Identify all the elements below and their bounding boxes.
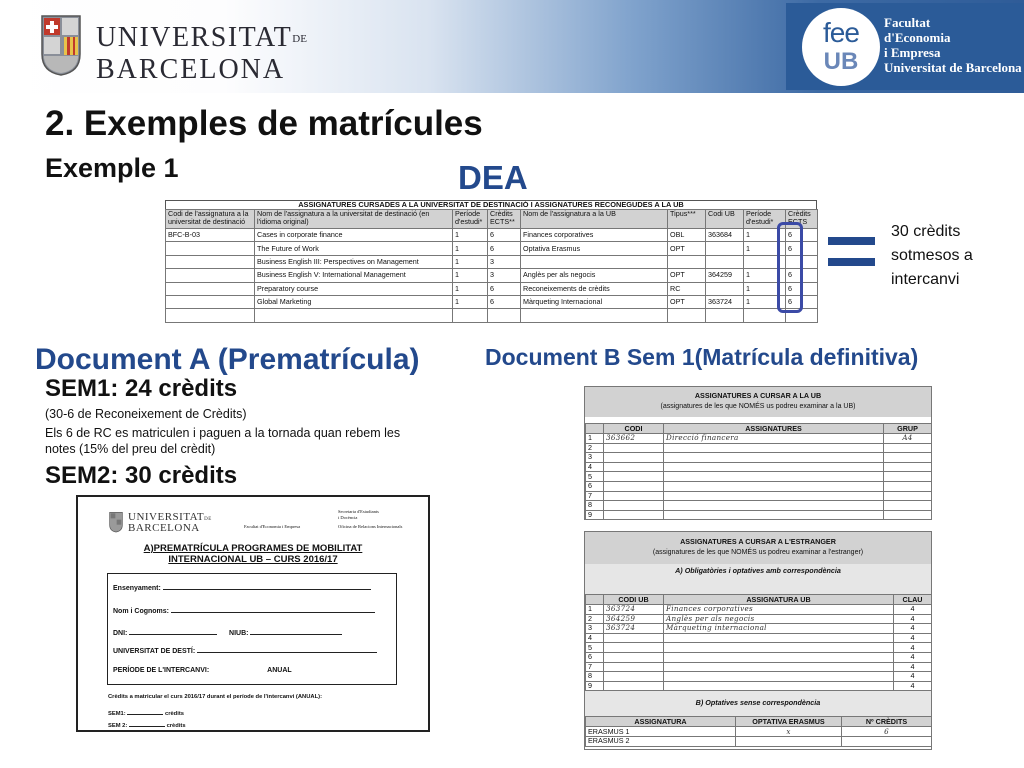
table-header-cell: Crèdits ECTS [786,210,818,229]
table-cell: 2 [586,614,604,624]
form-secretaria: Secretaria d'Estudiants i Docència [338,509,379,520]
table-cell [842,736,932,746]
ub-logo-line2: BARCELONA [96,54,286,85]
fee-ub-logo [786,3,1024,90]
form-credits-line: Crèdits a matricular el curs 2016/17 durant el període de l'intercanvi (ANUAL): [108,694,322,700]
table-cell: 4 [894,614,932,624]
table-cell [521,255,668,268]
table-cell: Global Marketing [255,295,453,308]
field-ensenyament[interactable]: Ensenyament: [113,584,371,592]
table-cell [604,662,664,672]
table-cell: RC [668,282,706,295]
table-cell: Màrqueting Internacional [521,295,668,308]
table-cell [664,453,884,463]
table-cell: 6 [586,652,604,662]
doc-a-heading: Document A (Prematrícula) [35,343,420,376]
table-cell [884,510,932,520]
table-cell: 6 [488,295,521,308]
table-cell [668,309,706,322]
table-cell: 4 [894,662,932,672]
table-cell: 364259 [706,269,744,282]
table-cell: 363724 [706,295,744,308]
table-header-cell: Tipus*** [668,210,706,229]
table-cell: Finances corporatives [664,605,894,615]
table-cell [706,309,744,322]
table-cell: 1 [453,255,488,268]
fee-logo-text: Facultat d'Economia i Empresa Universitat de Barcelona [884,15,1022,75]
table-cell [664,501,884,511]
table-cell [736,736,842,746]
table-cell: 4 [894,672,932,682]
table-cell: Màrqueting internacional [664,624,894,634]
field-desti[interactable]: UNIVERSITAT DE DESTÍ: [113,647,377,655]
table-cell: 8 [586,501,604,511]
table-cell: 1 [586,434,604,444]
table-cell: 9 [586,510,604,520]
ub-logo [40,14,307,85]
table-row [166,255,818,268]
table-cell: 4 [894,633,932,643]
table-cell: 6 [786,229,818,242]
table-row [586,472,932,482]
table-cell: The Future of Work [255,242,453,255]
table-header-cell [586,595,604,605]
table-cell [884,443,932,453]
table-cell [166,282,255,295]
dea-grid [165,209,818,323]
table-cell [664,672,894,682]
dea-table [165,200,817,318]
table-header-cell: Nom de l'assignatura a la universitat de destinació (en l'idioma original) [255,210,453,229]
table-row [586,643,932,653]
table-cell: Direcció financera [664,434,884,444]
table-cell [706,255,744,268]
table-cell [664,510,884,520]
table-cell: 363684 [706,229,744,242]
table-cell [488,309,521,322]
table-cell: 1 [744,282,786,295]
table-row [586,443,932,453]
table-cell [664,681,894,691]
slide-subtitle: Exemple 1 [45,153,179,183]
table-cell [664,472,884,482]
table-cell: 1 [453,295,488,308]
table-cell: 4 [894,624,932,634]
table-row [166,229,818,242]
table-cell: ERASMUS 2 [586,736,736,746]
table-header-cell: GRUP [884,424,932,434]
table-header-cell: Nom de l'assignatura a la UB [521,210,668,229]
table-cell [664,633,894,643]
table-row [586,434,932,444]
table-cell: 1 [744,242,786,255]
note-rc-line1: Els 6 de RC es matriculen i paguen a la tornada quan rebem les [45,426,401,440]
note-rc-line2: notes (15% del preu del crèdit) [45,442,216,456]
table-cell [604,510,664,520]
table-cell: BFC-B-03 [166,229,255,242]
table-row [586,624,932,634]
table-header-cell: OPTATIVA ERASMUS [736,717,842,727]
table-cell: 4 [894,681,932,691]
table-cell [664,662,894,672]
table-cell: Finances corporatives [521,229,668,242]
table-cell: 4 [894,643,932,653]
table-cell: Cases in corporate finance [255,229,453,242]
table-cell: 1 [453,282,488,295]
table-cell [166,255,255,268]
table-cell: 4 [894,605,932,615]
table-cell: 5 [586,643,604,653]
slide-title: 2. Exemples de matrícules [45,104,483,143]
table-cell: 3 [586,624,604,634]
fee-mark-bottom: UB [823,48,859,75]
table-header-cell: ASSIGNATURES [664,424,884,434]
field-nom[interactable]: Nom i Cognoms: [113,607,375,615]
ub-crest-icon [40,14,82,76]
table-cell: 4 [894,652,932,662]
table-cell: 364259 [604,614,664,624]
table-row [166,269,818,282]
table-cell: 1 [744,269,786,282]
table-cell: 6 [786,282,818,295]
table-header-cell: Codi de l'assignatura a la universitat de destinació [166,210,255,229]
dea-table-caption: ASSIGNATURES CURSADES A LA UNIVERSITAT DE DESTINACIÓ I ASSIGNATURES RECONEGUDES A LA UB [165,200,817,209]
table-cell: OPT [668,242,706,255]
table-cell: OBL [668,229,706,242]
abroad-courses-form [584,531,932,750]
table-cell: A4 [884,434,932,444]
table-cell: 3 [488,255,521,268]
fee-mark [802,8,880,86]
doc-b-heading: Document B Sem 1(Matrícula definitiva) [485,344,919,370]
table-cell: 1 [453,229,488,242]
sem2-credits: SEM2: 30 crèdits [45,462,238,489]
table-cell: 6 [488,229,521,242]
table-cell [884,501,932,511]
table-cell [664,491,884,501]
sem1-credits: SEM1: 24 crèdits [45,375,238,402]
form-fields-box [107,573,397,685]
table-row [166,295,818,308]
note-reconeixement: (30-6 de Reconeixement de Crèdits) [45,407,247,421]
table-header-cell: CODI [604,424,664,434]
table-cell: Anglès per als negocis [664,614,894,624]
table-row [586,501,932,511]
equals-sign-icon [828,237,875,279]
table-cell [664,643,894,653]
table-row [586,491,932,501]
field-dni[interactable]: DNI: NIUB: [113,629,342,637]
table-cell: 7 [586,491,604,501]
table-cell [664,481,884,491]
table-cell: 363724 [604,624,664,634]
table-cell [521,309,668,322]
table-cell [884,453,932,463]
table-row [586,453,932,463]
table-cell [255,309,453,322]
table-row [586,633,932,643]
table-row [586,662,932,672]
table-cell [166,242,255,255]
table-header-cell: Període d'estudi* [453,210,488,229]
table-cell: 6 [786,242,818,255]
table-cell: OPT [668,269,706,282]
table-header-cell: CLAU [894,595,932,605]
table-header-cell: Nº CRÈDITS [842,717,932,727]
form-logo-line2: BARCELONA [128,522,200,534]
table-cell [884,462,932,472]
table-cell: Reconeixements de crèdits [521,282,668,295]
table-header-cell [586,424,604,434]
abroad-table-b [585,716,932,746]
table-cell [664,462,884,472]
fee-mark-top: fee [823,17,859,48]
ub-crest-icon [109,511,123,533]
ub-courses-form [584,386,932,520]
table-cell [668,255,706,268]
ub-courses-header: ASSIGNATURES A CURSAR A LA UB (assignatures de les que NOMÉS us podreu examinar a la UB) [585,387,931,417]
side-note: 30 crèdits sotmesos a intercanvi [891,223,973,288]
table-cell [166,295,255,308]
table-row [586,614,932,624]
table-cell: 8 [586,672,604,682]
form-sem2-credits[interactable]: SEM 2: crèdits [108,723,186,729]
table-cell: 2 [586,443,604,453]
form-faculty: Facultat d'Economia i Empresa [244,524,301,529]
table-row [586,727,932,737]
table-header-cell: Crèdits ECTS** [488,210,521,229]
table-cell: 7 [586,662,604,672]
table-cell: 363662 [604,434,664,444]
table-cell [884,491,932,501]
table-header-cell: Codi UB [706,210,744,229]
ub-courses-table [585,423,932,520]
table-cell: OPT [668,295,706,308]
table-cell: 4 [586,633,604,643]
table-cell: 1 [744,229,786,242]
table-cell: 9 [586,681,604,691]
table-cell: 6 [488,282,521,295]
ub-logo-line1: UNIVERSITATDE [96,22,307,53]
table-cell: 6 [786,269,818,282]
table-cell: x [736,727,842,737]
form-oficina: Oficina de Relacions Internacionals [338,524,403,529]
table-cell [604,462,664,472]
table-cell: Optativa Erasmus [521,242,668,255]
abroad-courses-header: ASSIGNATURES A CURSAR A L'ESTRANGER (assignatures de les que NOMÉS us podreu examinar a l'estranger) [585,532,931,564]
table-cell: Business English III: Perspectives on Management [255,255,453,268]
table-cell [604,652,664,662]
table-cell: Anglès per als negocis [521,269,668,282]
credits-highlight-box [777,222,803,313]
table-cell [664,652,894,662]
table-cell: 1 [453,269,488,282]
table-cell [604,472,664,482]
table-row [586,481,932,491]
table-cell: 6 [586,481,604,491]
table-cell [604,643,664,653]
table-cell: 6 [488,242,521,255]
table-cell [884,472,932,482]
table-cell [604,633,664,643]
form-sem1-credits[interactable]: SEM1: crèdits [108,711,184,717]
table-cell: 1 [586,605,604,615]
table-cell: 363724 [604,605,664,615]
table-row [586,510,932,520]
header-band [0,0,1024,93]
table-cell: 4 [586,462,604,472]
table-cell: 1 [453,242,488,255]
part-b-label: B) Optatives sense correspondència [585,691,931,716]
table-header-cell: Període d'estudi* [744,210,786,229]
table-cell: 1 [744,295,786,308]
form-logo-line1: UNIVERSITATDE [128,511,212,523]
table-cell [884,481,932,491]
abroad-table-a [585,594,932,691]
dea-label: DEA [458,159,528,196]
table-row [586,462,932,472]
table-cell [604,481,664,491]
table-cell [664,443,884,453]
prematricula-form [76,495,430,732]
table-cell [706,242,744,255]
table-row [166,242,818,255]
table-cell [706,282,744,295]
table-header-cell: ASSIGNATURA UB [664,595,894,605]
part-a-label: A) Obligatòries i optatives amb correspondència [585,564,931,579]
table-cell [604,501,664,511]
form-title: A)PREMATRÍCULA PROGRAMES DE MOBILITAT INTERNACIONAL UB – CURS 2016/17 [143,543,363,565]
table-cell: 6 [842,727,932,737]
table-cell [604,672,664,682]
table-cell [604,681,664,691]
table-cell [604,443,664,453]
field-periode: PERÍODE DE L'INTERCANVI: ANUAL [113,667,292,674]
table-cell [453,309,488,322]
table-cell [166,309,255,322]
table-cell: Business English V: International Management [255,269,453,282]
table-cell: 6 [786,295,818,308]
table-row [586,681,932,691]
table-row [586,736,932,746]
table-header-cell: CODI UB [604,595,664,605]
table-cell: 3 [488,269,521,282]
table-cell: Preparatory course [255,282,453,295]
table-cell [604,453,664,463]
table-cell: 3 [586,453,604,463]
table-row [166,309,818,322]
table-row [166,282,818,295]
table-cell: ERASMUS 1 [586,727,736,737]
table-header-cell: ASSIGNATURA [586,717,736,727]
table-cell [166,269,255,282]
table-row [586,652,932,662]
table-row [586,672,932,682]
table-cell: 5 [586,472,604,482]
table-row [586,605,932,615]
table-cell [604,491,664,501]
